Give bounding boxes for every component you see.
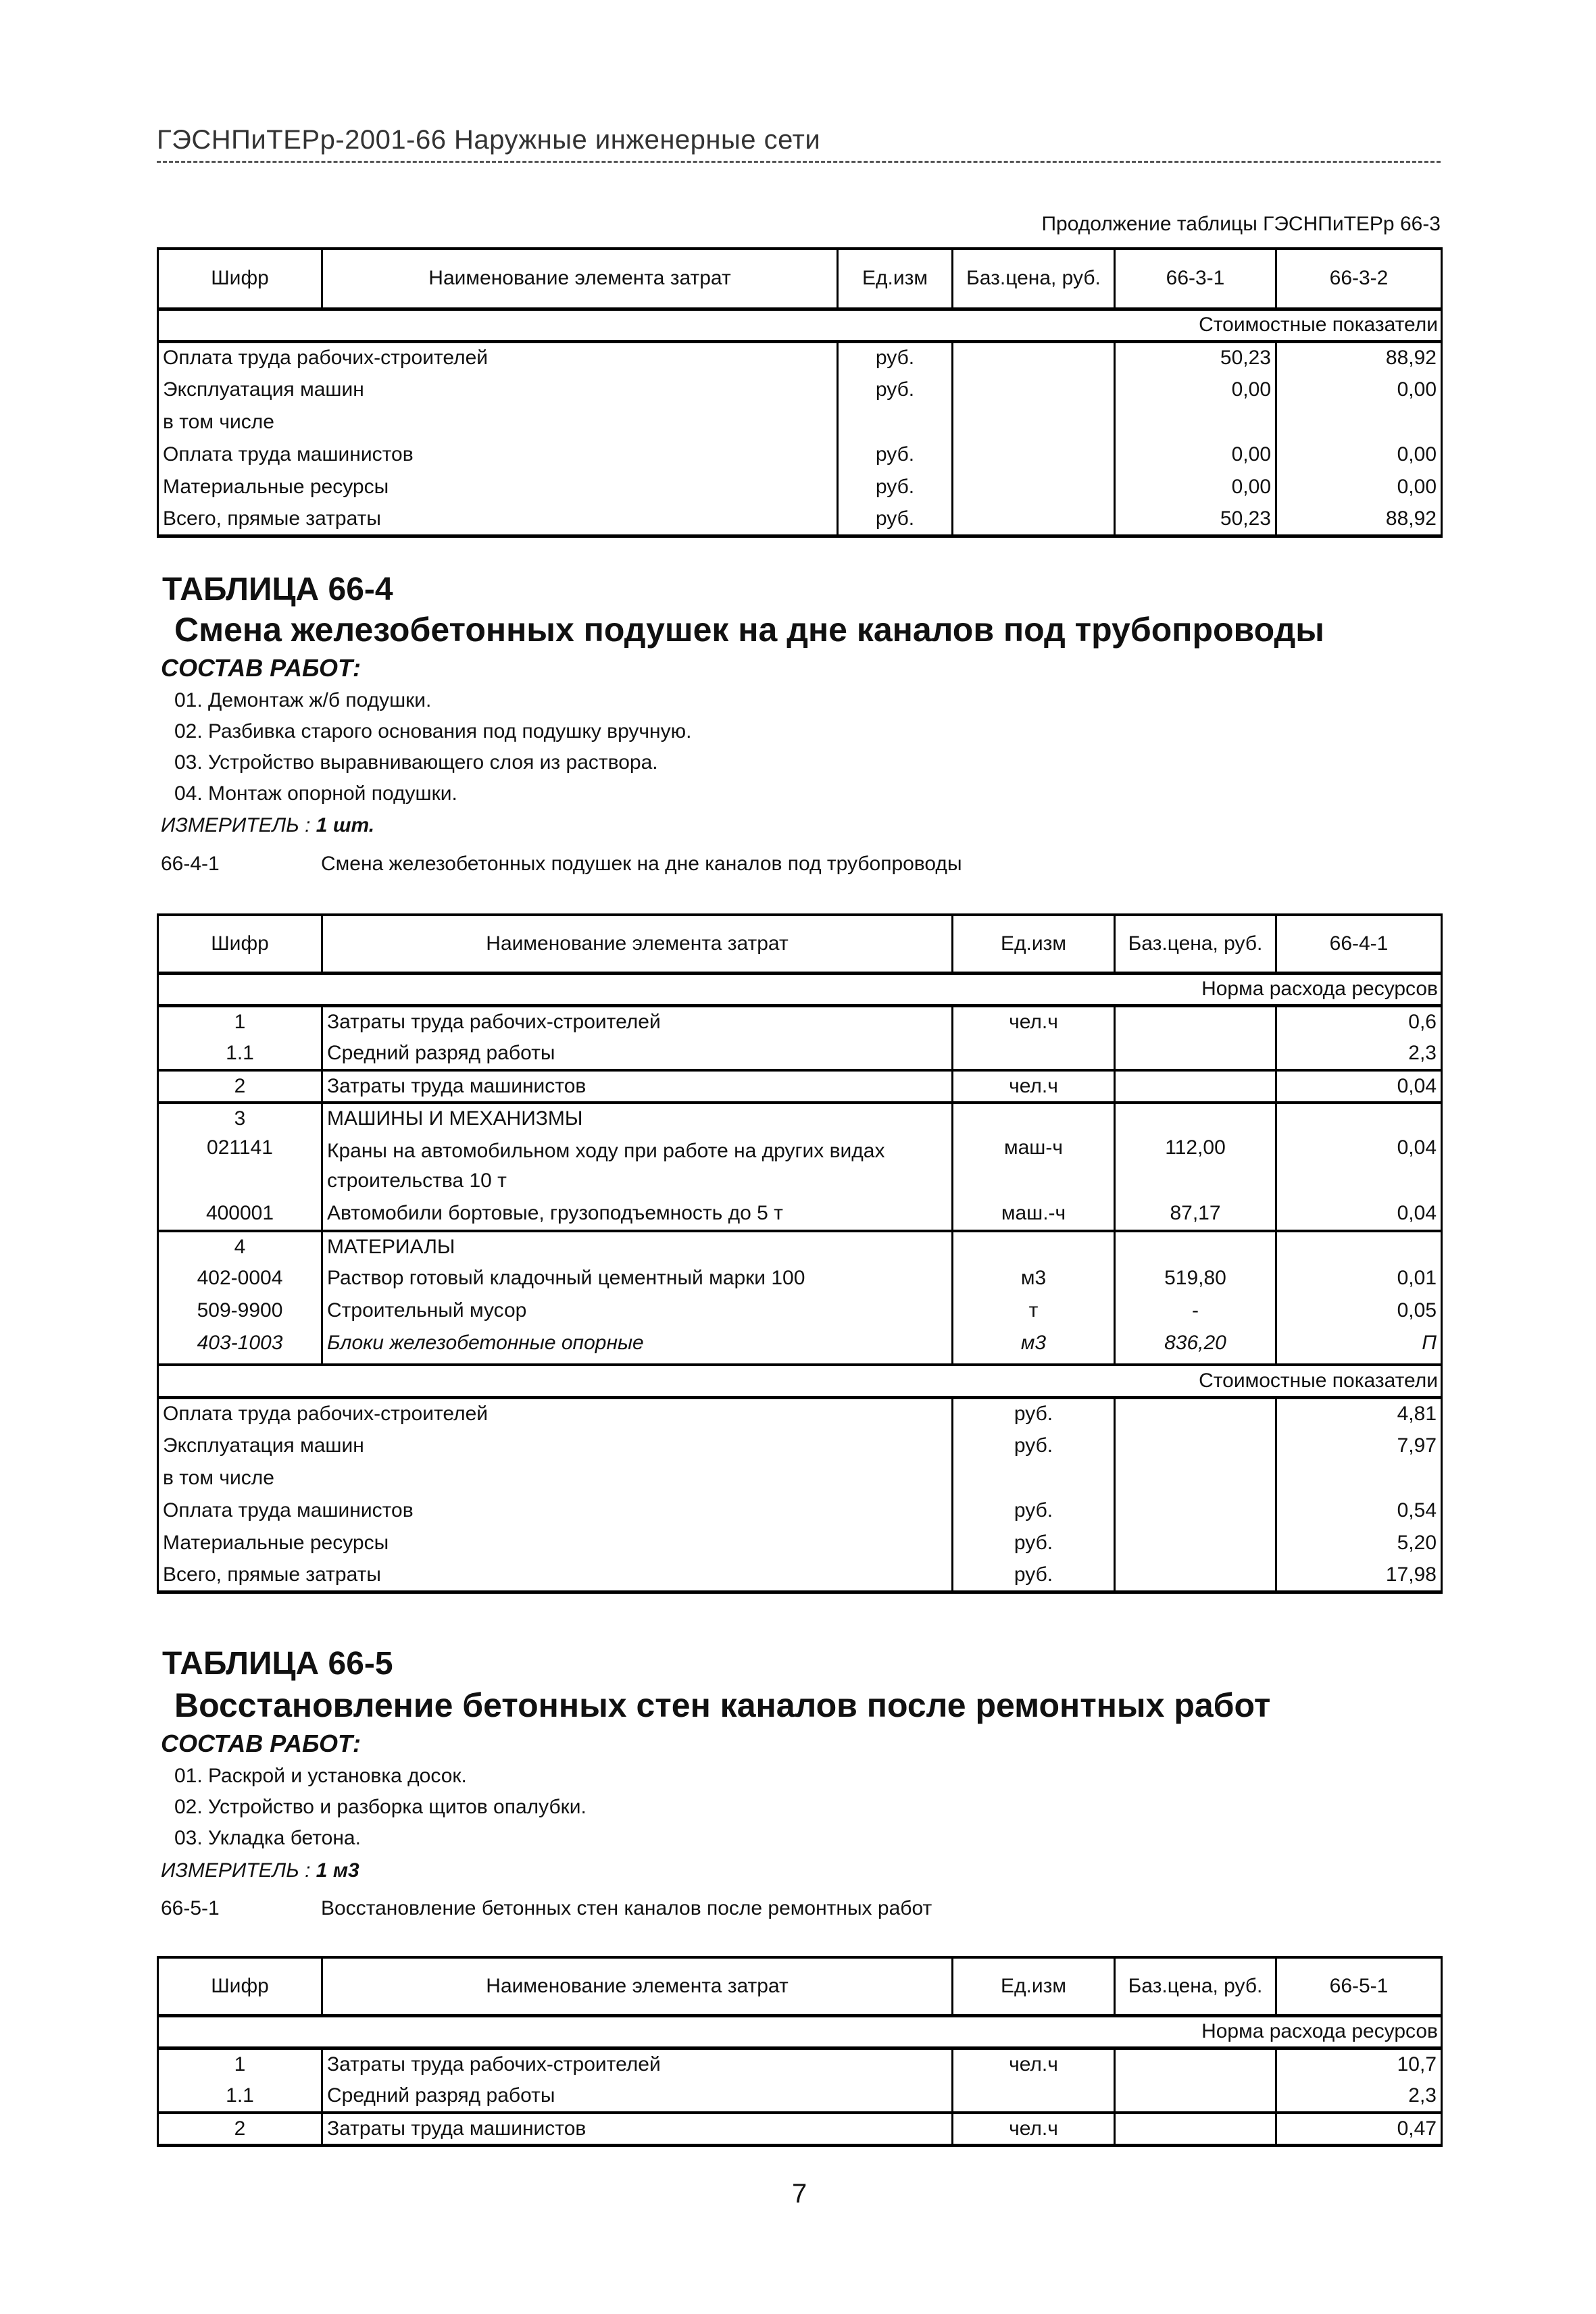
work-item: 03. Укладка бетона. — [174, 1827, 361, 1849]
row-name: МАШИНЫ И МЕХАНИЗМЫ — [322, 1103, 953, 1134]
table-group-row — [158, 1103, 1442, 1134]
table-66-5 — [157, 1956, 1443, 2147]
row-value: 0,04 — [1276, 1134, 1442, 1197]
row-price: 519,80 — [1115, 1262, 1276, 1294]
meter-value: 1 шт. — [316, 814, 375, 836]
row-name: Строительный мусор — [322, 1294, 953, 1327]
row-code: 3 — [158, 1103, 322, 1134]
row-price — [1115, 2113, 1276, 2145]
col-header-code: Шифр — [158, 249, 322, 309]
table-row — [158, 1005, 1442, 1038]
table-row — [158, 471, 1442, 503]
work-composition-label: СОСТАВ РАБОТ: — [161, 654, 361, 682]
row-price — [1115, 1397, 1276, 1430]
row-value: 0,04 — [1276, 1197, 1442, 1231]
table-row — [158, 341, 1442, 374]
row-value — [1276, 1462, 1442, 1494]
row-code: 1 — [158, 2048, 322, 2080]
row-value-2 — [1276, 406, 1442, 438]
row-price — [953, 374, 1115, 406]
row-unit — [953, 1231, 1115, 1262]
col-header-name: Наименование элемента затрат — [322, 915, 953, 973]
row-price — [1115, 1103, 1276, 1134]
row-code: 021141 — [158, 1134, 322, 1197]
row-unit: т — [953, 1294, 1115, 1327]
row-value: П — [1276, 1327, 1442, 1359]
row-unit: руб. — [953, 1559, 1115, 1592]
row-unit: чел.ч — [953, 1005, 1115, 1038]
row-unit: маш.-ч — [953, 1197, 1115, 1231]
row-price — [1115, 1070, 1276, 1103]
row-value: 2,3 — [1276, 2080, 1442, 2113]
col-header-code: Шифр — [158, 1957, 322, 2015]
page-number: 7 — [792, 2179, 807, 2209]
row-unit: маш-ч — [953, 1134, 1115, 1197]
col-header-price: Баз.цена, руб. — [1115, 1957, 1276, 2015]
row-price — [953, 438, 1115, 471]
header-rule — [157, 161, 1441, 163]
col-header-price: Баз.цена, руб. — [1115, 915, 1276, 973]
row-value: 17,98 — [1276, 1559, 1442, 1592]
norm-code: 66-4-1 — [161, 853, 220, 875]
row-name: Автомобили бортовые, грузоподъемность до 5 т — [322, 1197, 953, 1231]
row-price — [1115, 1231, 1276, 1262]
row-unit: руб. — [838, 341, 953, 374]
norm-code-line — [161, 853, 962, 876]
col-header-unit: Ед.изм — [953, 1957, 1115, 2015]
section-label: Норма расхода ресурсов — [158, 973, 1442, 1005]
row-price — [1115, 1462, 1276, 1494]
row-price — [1115, 1559, 1276, 1592]
row-price — [1115, 1430, 1276, 1462]
row-value: 0,47 — [1276, 2113, 1442, 2145]
table-row — [158, 1527, 1442, 1559]
row-value-2: 0,00 — [1276, 374, 1442, 406]
row-unit: руб. — [838, 471, 953, 503]
table-row — [158, 1559, 1442, 1592]
table-row — [158, 1494, 1442, 1527]
meter-line — [161, 814, 374, 837]
row-name-line-2: строительства 10 т — [327, 1169, 507, 1192]
row-value: 10,7 — [1276, 2048, 1442, 2080]
table-row — [158, 1134, 1442, 1197]
row-name: Эксплуатация машин — [158, 374, 838, 406]
col-header-unit: Ед.изм — [838, 249, 953, 309]
row-value: 4,81 — [1276, 1397, 1442, 1430]
meter-label: ИЗМЕРИТЕЛЬ : — [161, 814, 311, 836]
row-unit — [953, 2080, 1115, 2113]
row-price: 112,00 — [1115, 1134, 1276, 1197]
table-group-row — [158, 1231, 1442, 1262]
row-name: Средний разряд работы — [322, 2080, 953, 2113]
table-row — [158, 1262, 1442, 1294]
table-row — [158, 438, 1442, 471]
row-name: Раствор готовый кладочный цементный марки 100 — [322, 1262, 953, 1294]
row-unit — [838, 406, 953, 438]
table-row — [158, 1327, 1442, 1359]
row-price: 87,17 — [1115, 1197, 1276, 1231]
work-item: 02. Разбивка старого основания под подушку вручную. — [174, 720, 692, 743]
norm-code-name: Смена железобетонных подушек на дне каналов под трубопроводы — [321, 853, 962, 875]
row-unit — [953, 1462, 1115, 1494]
row-unit: чел.ч — [953, 2048, 1115, 2080]
row-value-2: 88,92 — [1276, 503, 1442, 536]
row-price — [953, 471, 1115, 503]
row-code: 400001 — [158, 1197, 322, 1231]
row-code: 403-1003 — [158, 1327, 322, 1359]
row-name: Материальные ресурсы — [158, 471, 838, 503]
row-code: 1 — [158, 1005, 322, 1038]
col-header-price: Баз.цена, руб. — [953, 249, 1115, 309]
section-label-row — [158, 973, 1442, 1005]
row-price — [1115, 1038, 1276, 1070]
row-name: Затраты труда рабочих-строителей — [322, 1005, 953, 1038]
row-value-1 — [1115, 406, 1276, 438]
row-value-2: 0,00 — [1276, 438, 1442, 471]
row-value: 0,05 — [1276, 1294, 1442, 1327]
work-item: 01. Демонтаж ж/б подушки. — [174, 689, 432, 711]
table-header-row — [158, 1957, 1442, 2015]
row-value: 0,01 — [1276, 1262, 1442, 1294]
row-name: Всего, прямые затраты — [158, 503, 838, 536]
col-header-66-3-2: 66-3-2 — [1276, 249, 1442, 309]
row-code: 1.1 — [158, 2080, 322, 2113]
row-price — [1115, 2080, 1276, 2113]
row-name: Блоки железобетонные опорные — [322, 1327, 953, 1359]
row-unit: руб. — [953, 1397, 1115, 1430]
norm-code-name: Восстановление бетонных стен каналов после ремонтных работ — [321, 1897, 932, 1919]
row-value — [1276, 1231, 1442, 1262]
row-unit — [953, 1038, 1115, 1070]
row-unit: руб. — [838, 438, 953, 471]
row-name: Оплата труда рабочих-строителей — [158, 341, 838, 374]
table-spacer-row — [158, 1359, 1442, 1365]
section-label: Стоимостные показатели — [158, 1365, 1442, 1397]
row-unit: руб. — [838, 503, 953, 536]
row-price — [953, 341, 1115, 374]
col-header-name: Наименование элемента затрат — [322, 249, 838, 309]
row-value: 5,20 — [1276, 1527, 1442, 1559]
row-value: 2,3 — [1276, 1038, 1442, 1070]
work-item: 02. Устройство и разборка щитов опалубки. — [174, 1796, 587, 1818]
table-row — [158, 1462, 1442, 1494]
col-header-66-4-1: 66-4-1 — [1276, 915, 1442, 973]
row-name: Затраты труда машинистов — [322, 2113, 953, 2145]
table-row — [158, 374, 1442, 406]
row-name: в том числе — [158, 406, 838, 438]
table-header-row — [158, 915, 1442, 973]
col-header-unit: Ед.изм — [953, 915, 1115, 973]
row-code: 2 — [158, 2113, 322, 2145]
table-row — [158, 2080, 1442, 2113]
table-row — [158, 503, 1442, 536]
table-subtitle: Восстановление бетонных стен каналов после ремонтных работ — [174, 1686, 1271, 1724]
meter-line — [161, 1859, 359, 1882]
row-price — [1115, 1494, 1276, 1527]
section-label: Норма расхода ресурсов — [158, 2015, 1442, 2048]
row-value: 0,54 — [1276, 1494, 1442, 1527]
row-name: Оплата труда рабочих-строителей — [158, 1397, 953, 1430]
row-name: Материальные ресурсы — [158, 1527, 953, 1559]
row-unit: руб. — [953, 1494, 1115, 1527]
row-code: 2 — [158, 1070, 322, 1103]
row-value: 0,04 — [1276, 1070, 1442, 1103]
row-name — [322, 1134, 953, 1197]
table-row — [158, 2113, 1442, 2145]
work-item: 04. Монтаж опорной подушки. — [174, 782, 457, 805]
row-unit: м3 — [953, 1262, 1115, 1294]
row-unit: руб. — [838, 374, 953, 406]
section-label-row — [158, 309, 1442, 341]
table-title: ТАБЛИЦА 66-4 — [162, 572, 393, 607]
table-title: ТАБЛИЦА 66-5 — [162, 1646, 393, 1682]
row-unit: руб. — [953, 1527, 1115, 1559]
row-name: Оплата труда машинистов — [158, 438, 838, 471]
work-item: 01. Раскрой и установка досок. — [174, 1765, 467, 1787]
row-unit: руб. — [953, 1430, 1115, 1462]
row-unit — [953, 1103, 1115, 1134]
row-price — [1115, 1005, 1276, 1038]
table-row — [158, 1294, 1442, 1327]
row-name: в том числе — [158, 1462, 953, 1494]
row-code: 509-9900 — [158, 1294, 322, 1327]
table-66-3 — [157, 247, 1443, 538]
row-name: Оплата труда машинистов — [158, 1494, 953, 1527]
row-unit: чел.ч — [953, 1070, 1115, 1103]
table-row — [158, 1197, 1442, 1231]
row-value — [1276, 1103, 1442, 1134]
row-value-1: 50,23 — [1115, 341, 1276, 374]
section-label-row — [158, 1365, 1442, 1397]
row-code: 4 — [158, 1231, 322, 1262]
row-price — [1115, 1527, 1276, 1559]
row-name-line-1: Краны на автомобильном ходу при работе на других видах — [327, 1140, 885, 1162]
row-value: 7,97 — [1276, 1430, 1442, 1462]
row-name: Затраты труда рабочих-строителей — [322, 2048, 953, 2080]
table-row — [158, 1397, 1442, 1430]
row-name: МАТЕРИАЛЫ — [322, 1231, 953, 1262]
meter-value: 1 м3 — [316, 1859, 359, 1882]
row-price — [953, 406, 1115, 438]
row-value-2: 88,92 — [1276, 341, 1442, 374]
col-header-66-5-1: 66-5-1 — [1276, 1957, 1442, 2015]
row-name: Эксплуатация машин — [158, 1430, 953, 1462]
row-unit: чел.ч — [953, 2113, 1115, 2145]
table-subtitle: Смена железобетонных подушек на дне каналов под трубопроводы — [174, 611, 1324, 649]
table-row — [158, 406, 1442, 438]
row-value-1: 50,23 — [1115, 503, 1276, 536]
meter-label: ИЗМЕРИТЕЛЬ : — [161, 1859, 311, 1882]
row-value-1: 0,00 — [1115, 374, 1276, 406]
section-label-row — [158, 2015, 1442, 2048]
row-price — [1115, 2048, 1276, 2080]
table-continuation-caption: Продолжение таблицы ГЭСНПиТЕРр 66-3 — [1041, 213, 1441, 235]
row-price: - — [1115, 1294, 1276, 1327]
row-unit: м3 — [953, 1327, 1115, 1359]
row-name: Затраты труда машинистов — [322, 1070, 953, 1103]
work-item: 03. Устройство выравнивающего слоя из раствора. — [174, 751, 658, 774]
col-header-code: Шифр — [158, 915, 322, 973]
row-code: 402-0004 — [158, 1262, 322, 1294]
table-row — [158, 2048, 1442, 2080]
col-header-name: Наименование элемента затрат — [322, 1957, 953, 2015]
table-row — [158, 1038, 1442, 1070]
table-row — [158, 1070, 1442, 1103]
table-66-4 — [157, 913, 1443, 1594]
row-value-2: 0,00 — [1276, 471, 1442, 503]
table-header-row — [158, 249, 1442, 309]
col-header-66-3-1: 66-3-1 — [1115, 249, 1276, 309]
row-name: Средний разряд работы — [322, 1038, 953, 1070]
row-value-1: 0,00 — [1115, 438, 1276, 471]
norm-code: 66-5-1 — [161, 1897, 220, 1919]
table-row — [158, 1430, 1442, 1462]
norm-code-line — [161, 1897, 932, 1920]
row-value: 0,6 — [1276, 1005, 1442, 1038]
running-header: ГЭСНПиТЕРр-2001-66 Наружные инженерные сети — [157, 125, 821, 155]
row-value-1: 0,00 — [1115, 471, 1276, 503]
row-code: 1.1 — [158, 1038, 322, 1070]
row-name: Всего, прямые затраты — [158, 1559, 953, 1592]
work-composition-label: СОСТАВ РАБОТ: — [161, 1730, 361, 1757]
row-price — [953, 503, 1115, 536]
section-label: Стоимостные показатели — [158, 309, 1442, 341]
row-price: 836,20 — [1115, 1327, 1276, 1359]
